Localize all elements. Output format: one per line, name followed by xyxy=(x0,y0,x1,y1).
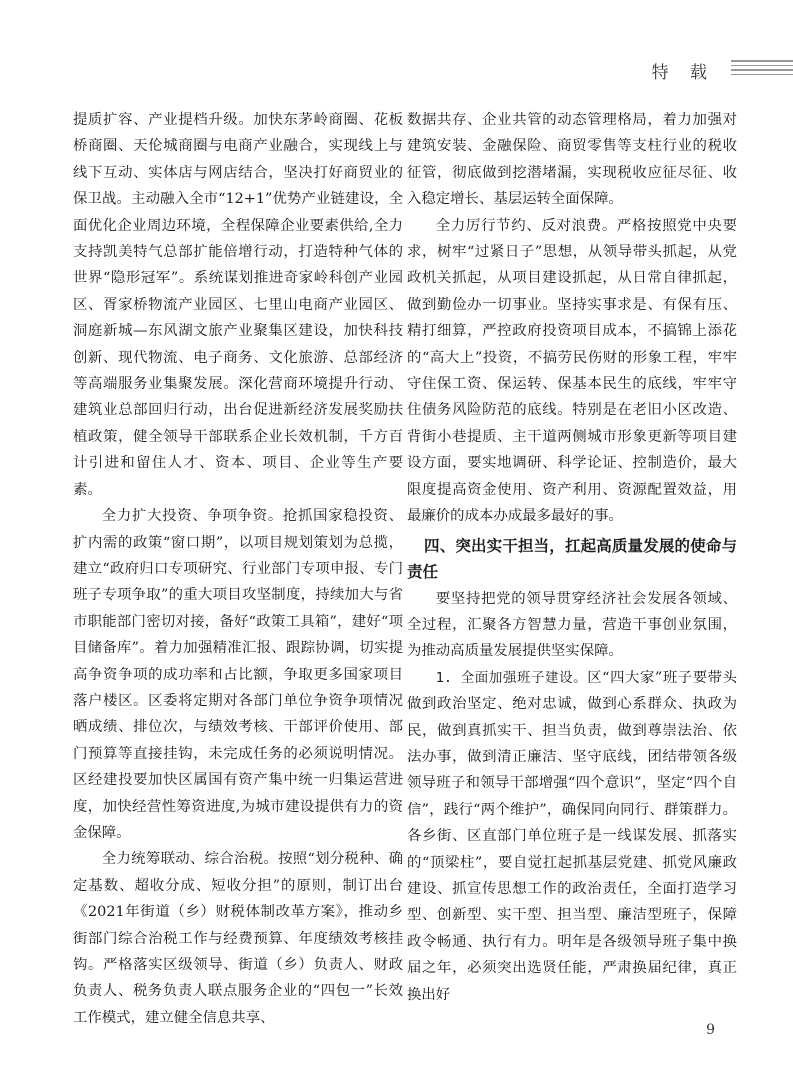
paragraph: 数据共存、企业共管的动态管理格局，着力加强对建筑安装、金融保险、商贸零售等支柱行业的税收征管，彻底做到挖潜堵漏，实现税收应征尽征、收入稳定增长、基层运转全面保障。 xyxy=(407,112,737,208)
section-title: 特 载 xyxy=(651,63,715,83)
paragraph xyxy=(407,665,737,1008)
header-decorative-lines xyxy=(731,60,793,78)
paragraph-body: 区“四大家”班子要带头做到政治坚定、绝对忠诚，做到心系群众、执政为民，做到真抓实干、担当负责，做到尊崇法治、依法办事，做到清正廉洁、坚守底线，团结带领各级领导班子和领导干部增强“四个意识”，坚定“四个自信”，践行“两个维护”，确保同向同行、群策群力。各乡街、区直部门单位班子是一线谋发展、抓落实的“顶梁柱”，要自觉扛起抓基层党建、抓党风廉政建设、抓宣传思想工作的政治责任，全面打造学习型、创新型、实干型、担当型、廉洁型班子，保障政令畅通、执行有力。明年是各级领导班子集中换届之年，必须突出选贤任能，严肃换届纪律，真正换出好 xyxy=(407,669,737,1003)
subsection-title: 1. 全面加强班子建设。 xyxy=(435,669,588,686)
page-number: 9 xyxy=(706,1022,715,1038)
paragraph: 全力厉行节约、反对浪费。严格按照党中央要求，树牢“过紧日子”思想，从领导带头抓起，从党政机关抓起，从项目建设抓起，从日常自律抓起，做到勤俭办一切事业。坚持实事求是、有保有压、精打细算，严控政府投资项目成本，不搞锦上添花的“高大上”投资，不搞劳民伤财的形象工程，牢牢守住保工资、保运转、保基本民生的底线，牢牢守住债务风险防范的底线。特别是在老旧小区改造、背街小巷提质、主干道两侧城市形象更新等项目建设方面，要实地调研、科学论证、控制造价，最大限度提高资金使用、资产利用、资源配置效益，用最廉价的成本办成最多最好的事。 xyxy=(407,217,737,525)
paragraph: 提质扩容、产业提档升级。加快东茅岭商圈、花板桥商圈、天伦城商圈与电商产业融合，实现线上与线下互动、实体店与网店结合，坚决打好商贸业的保卫战。主动融入全市“12+1”优势产业链建设，全面优化企业周边环境，全程保障企业要素供给,全力支持凯美特气总部扩能倍增行动，打造特种气体的世界“隐形冠军”。系统谋划推进奇家岭科创产业园区、胥家桥物流产业园区、七里山电商产业园区、洞庭新城—东风湖文旅产业聚集区建设，加快科技创新、现代物流、电子商务、文化旅游、总部经济等高端服务业集聚发展。深化营商环境提升行动、建筑业总部回归行动，出台促进新经济发展奖励扶植政策，健全领导干部联系企业长效机制，千方百计引进和留住人才、资本、项目、企业等生产要素。 xyxy=(73,112,403,498)
left-column xyxy=(73,107,403,1031)
right-column xyxy=(407,107,737,1008)
paragraph: 要坚持把党的领导贯穿经济社会发展各领域、全过程，汇聚各方智慧力量，营造干事创业氛围，为推动高质量发展提供坚实保障。 xyxy=(407,590,737,660)
page-header xyxy=(0,58,793,88)
paragraph: 全力扩大投资、争项争资。抢抓国家稳投资、扩内需的政策“窗口期”，以项目规划策划为总揽，建立“政府归口专项研究、行业部门专项申报、专门班子专项争取”的重大项目攻坚制度，持续加大与省市职能部门密切对接，备好“政策工具箱”，建好“项目储备库”。着力加强精准汇报、跟踪协调，切实提高争资争项的成功率和占比额，争取更多国家项目落户楼区。区委将定期对各部门单位争资争项情况晒成绩、排位次，与绩效考核、干部评价使用、部门预算等直接挂钩，未完成任务的必须说明情况。区经建投要加快区属国有资产集中统一归集运营进度，加快经营性筹资进度,为城市建设提供有力的资金保障。 xyxy=(73,508,403,841)
paragraph: 全力统筹联动、综合治税。按照“划分税种、确定基数、超收分成、短收分担”的原则，制订出台《2021年街道（乡）财税体制改革方案》，推动乡街部门综合治税工作与经费预算、年度绩效考核挂钩。严格落实区级领导、街道（乡）负责人、财政负责人、税务负责人联点服务企业的“四包一”长效工作模式，建立健全信息共享、 xyxy=(73,851,403,1026)
section-heading: 四、突出实干担当，扛起高质量发展的使命与责任 xyxy=(407,536,737,581)
